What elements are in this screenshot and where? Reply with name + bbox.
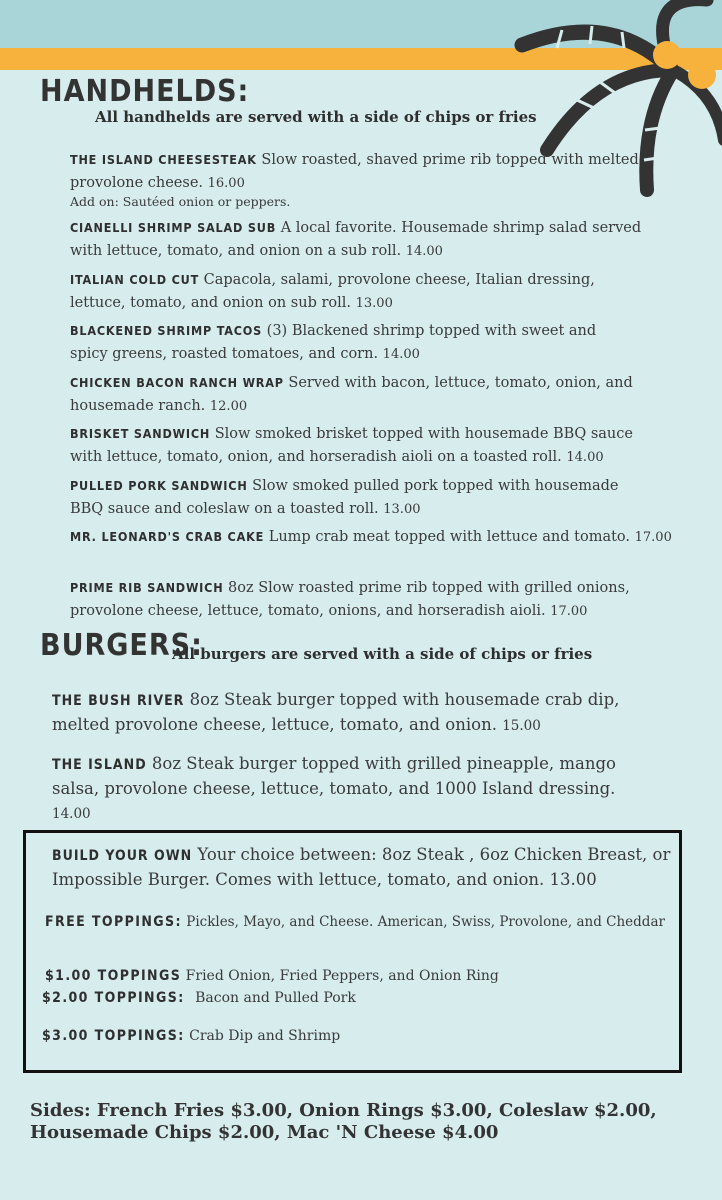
item-price: 17.00 — [550, 604, 588, 619]
item-desc: Slow roasted, shaved prime rib topped with melted provolone cheese. — [70, 152, 639, 191]
burger-item — [52, 752, 622, 826]
topping-label: $1.00 TOPPINGS — [45, 968, 182, 984]
topping-row — [42, 1028, 662, 1044]
item-price: 13.00 — [355, 296, 393, 311]
item-name: BLACKENED SHRIMP TACOS — [70, 323, 263, 338]
item-name: THE BUSH RIVER — [52, 693, 185, 709]
item-addon: Add on: Sautéed onion or peppers. — [70, 194, 291, 209]
topping-label: $2.00 TOPPINGS: — [42, 990, 185, 1006]
item-desc: Served with bacon, lettuce, tomato, onion, and housemade ranch. — [70, 375, 633, 414]
item-desc: Your choice between: 8oz Steak , 6oz Chicken Breast, or Impossible Burger. Comes with lettuce, tomato, and onion. — [52, 845, 671, 889]
item-desc: 8oz Steak burger topped with grilled pineapple, mango salsa, provolone cheese, lettuce, tomato, and 1000 Island dressing. — [52, 754, 616, 798]
item-desc: (3) Blackened shrimp topped with sweet and spicy greens, roasted tomatoes, and corn. — [70, 323, 597, 362]
item-desc: 8oz Slow roasted prime rib topped with grilled onions, provolone cheese, lettuce, tomato, onions, and horseradish aioli. — [70, 580, 630, 619]
item-name: CHICKEN BACON RANCH WRAP — [70, 375, 284, 390]
topping-items: Pickles, Mayo, and Cheese. American, Swiss, Provolone, and Cheddar — [186, 914, 665, 930]
topping-items: Bacon and Pulled Pork — [195, 990, 356, 1006]
item-price: 17.00 — [634, 530, 672, 545]
topping-label: FREE TOPPINGS: — [45, 914, 182, 930]
item-price: 14.00 — [52, 806, 91, 822]
build-your-own-item — [52, 843, 677, 892]
menu-item — [70, 268, 650, 315]
burgers-subtitle: All burgers are served with a side of chips or fries — [172, 645, 593, 663]
item-price: 13.00 — [549, 870, 597, 889]
sides-line-1: Sides: French Fries $3.00, Onion Rings $3.00, Coleslaw $2.00, — [30, 1100, 657, 1121]
item-price: 14.00 — [405, 244, 443, 259]
topping-row — [45, 914, 675, 930]
item-price: 14.00 — [382, 347, 420, 362]
item-name: MR. LEONARD'S CRAB CAKE — [70, 529, 265, 544]
item-name: THE ISLAND CHEESESTEAK — [70, 152, 257, 167]
item-desc: Lump crab meat topped with lettuce and tomato. — [268, 529, 631, 545]
burger-item — [52, 688, 642, 738]
item-desc: 8oz Steak burger topped with housemade crab dip, melted provolone cheese, lettuce, tomato, and onion. — [52, 690, 620, 734]
item-name: CIANELLI SHRIMP SALAD SUB — [70, 220, 277, 235]
sides-line-2: Housemade Chips $2.00, Mac 'N Cheese $4.00 — [30, 1122, 499, 1143]
item-price: 12.00 — [209, 399, 248, 414]
topping-row — [45, 968, 665, 984]
item-price: 14.00 — [566, 450, 604, 465]
handhelds-subtitle: All handhelds are served with a side of chips or fries — [95, 108, 537, 126]
topping-row — [42, 990, 662, 1006]
handhelds-title: HANDHELDS: — [40, 74, 250, 109]
burgers-title: BURGERS: — [40, 628, 203, 663]
sides-list — [30, 1100, 710, 1144]
menu-item — [70, 319, 630, 366]
item-desc: Capacola, salami, provolone cheese, Italian dressing, lettuce, tomato, and onion on sub roll. — [70, 272, 595, 311]
topping-items: Crab Dip and Shrimp — [189, 1028, 341, 1044]
item-price: 15.00 — [502, 718, 541, 734]
menu-item — [70, 576, 630, 623]
item-desc: A local favorite. Housemade shrimp salad served with lettuce, tomato, and onion on a sub roll. — [70, 220, 642, 259]
item-desc: Slow smoked brisket topped with housemade BBQ sauce with lettuce, tomato, onion, and horseradish aioli on a toasted roll. — [70, 426, 633, 465]
menu-item — [70, 474, 645, 521]
topping-items: Fried Onion, Fried Peppers, and Onion Ring — [185, 968, 499, 984]
item-name: THE ISLAND — [52, 757, 147, 773]
item-price: 13.00 — [383, 502, 421, 517]
item-price: 16.00 — [207, 176, 245, 191]
topping-label: $3.00 TOPPINGS: — [42, 1028, 185, 1044]
item-name: PRIME RIB SANDWICH — [70, 580, 224, 595]
menu-item — [70, 371, 640, 418]
menu-item — [70, 216, 660, 263]
item-name: BRISKET SANDWICH — [70, 426, 211, 441]
item-desc: Slow smoked pulled pork topped with housemade BBQ sauce and coleslaw on a toasted roll. — [70, 478, 619, 517]
menu-item — [70, 422, 655, 469]
menu-item — [70, 148, 650, 209]
item-name: PULLED PORK SANDWICH — [70, 478, 248, 493]
item-name: ITALIAN COLD CUT — [70, 272, 200, 287]
item-name: BUILD YOUR OWN — [52, 848, 193, 864]
menu-item — [70, 525, 690, 549]
